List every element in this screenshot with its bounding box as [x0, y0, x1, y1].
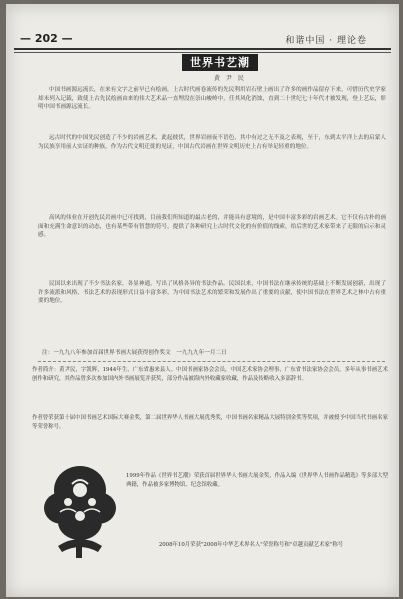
- paragraph-4: 民国以来出现了不少书法名家，各显神通，写出了风格各异的书法作品。民国以来，中国书法在继承传统的基础上不断发展创新，出现了许多流派和风格，书法艺术的表现形式日益丰富多彩，为中国书法艺术的繁荣和发展作出了重要的贡献，使中国书法在世界艺术之林中占有重要的地位。: [38, 281, 386, 305]
- bio-paragraph-1: 作者简介：黄尹民，字凯辉，1944年生，广东省惠来县人。中国书画家协会会员，中国艺术家协会理事，广东省书法家协会会员，多年从事书画艺术创作和研究，其作品曾多次参加国内外书画展览并获奖，部分作品被海内外收藏家收藏，作品及传略收入多部辞书。: [32, 367, 388, 382]
- paragraph-3: 高风的伟业在开创先民岩画中已可找到，目前我们所知道的最古老的，并能具有意境的，是中国丰富多彩的岩画艺术。它不仅有古朴的画面和充满生命意识的动态，也有某些带有智慧的符号，提供了各种研究上古时代文化的有价值的线索，给后世的艺术家带来了无限的启示和灵感。: [38, 215, 386, 239]
- bio-paragraph-2: 作者曾荣获第十届中国书画艺术国际大赛金奖，第二届世界华人书画大展优秀奖，中国书画名家精品大展特别金奖等奖项，并被授予中国当代书画名家等荣誉称号。: [32, 415, 388, 430]
- seal-caption: 2008年10月荣获"2008年中华艺术界名人"荣誉称号和"卓越贡献艺术家"称号: [158, 542, 344, 548]
- article-footnote: 注：一九九八年参加首届世界书画大展获得创作奖文 一九九九年一月二日: [42, 350, 227, 356]
- paragraph-1: 中国书画源远流长，在来有文字之前早已有绘画，上古时代画卷流传的先民利用岩石壁上画出了许多的画作品留存下来，可惜历代史学家却未列入记载，致使上古先民绘画由来的伟大艺术品一直埋没在崇山峻岭中，任其风化消蚀，直到二十世纪七十年代才被发现，登上艺坛，彰明中国书画源远流长。: [38, 87, 386, 111]
- page-header: [14, 32, 391, 48]
- paragraph-2: 远古时代的中国先民创造了不少的岩画艺术，此起彼伏，世界岩画夜不语色，其中有过之无不及之表现，至于，东到太平洋上去的启蒙人为民族享用前人实证的种族，作为古代文明迁徙的见证，中国古代岩画在世界文明历史上占有举足轻重的地位。: [38, 135, 386, 150]
- flower-seal-icon: [38, 456, 122, 562]
- running-title: 和谐中国 · 理论卷: [285, 36, 367, 46]
- article-title: 世界书艺潮: [182, 54, 258, 71]
- bio-paragraph-3: 1999年作品《世界书艺潮》荣获首届世界华人书画大展金奖，作品入编《世界华人书画作品精选》等多部大型典籍，作品被多家博物馆、纪念馆收藏。: [126, 473, 388, 488]
- page-number: — 202 —: [20, 32, 73, 45]
- header-rule-thin: [14, 52, 391, 53]
- document-page: [6, 4, 399, 597]
- section-divider: [38, 361, 385, 362]
- article-author: 黄 尹 民: [214, 75, 246, 82]
- header-rule-thick: [14, 48, 391, 50]
